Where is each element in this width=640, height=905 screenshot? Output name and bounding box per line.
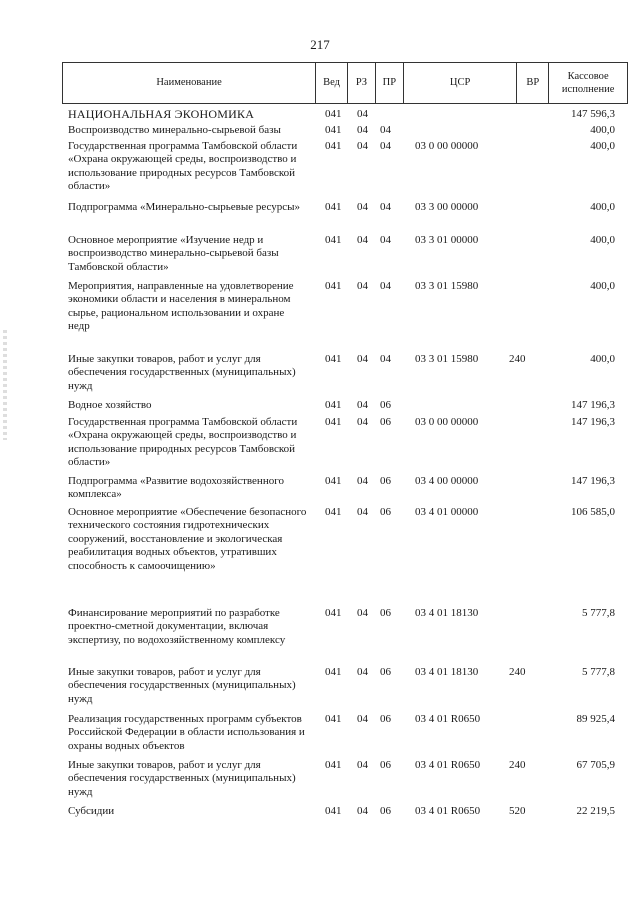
row-name: Водное хозяйство	[68, 399, 152, 411]
header-name: Наименование	[63, 63, 316, 103]
row-rz: 04	[357, 713, 368, 725]
row-pr: 06	[380, 506, 391, 518]
row-rz: 04	[357, 475, 368, 487]
row-vr: 240	[509, 353, 526, 365]
row-rz: 04	[357, 201, 368, 213]
row-ved: 041	[325, 140, 342, 152]
row-csr: 03 3 01 15980	[415, 280, 479, 292]
row-pr: 06	[380, 475, 391, 487]
row-pr: 06	[380, 416, 391, 428]
row-ved: 041	[325, 475, 342, 487]
row-name: Реализация государственных программ субъектов Российской Федерации в области использования и охраны водных объектов	[68, 713, 305, 752]
row-ved: 041	[325, 353, 342, 365]
row-csr: 03 4 00 00000	[415, 475, 479, 487]
row-ved: 041	[325, 666, 342, 678]
row-pr: 06	[380, 805, 391, 817]
header-ved: Вед	[316, 63, 348, 103]
table-row	[68, 399, 628, 416]
row-csr: 03 4 01 R0650	[415, 713, 481, 725]
row-vr: 520	[509, 805, 526, 817]
row-sum: 89 925,4	[576, 713, 615, 725]
row-pr: 06	[380, 607, 391, 619]
row-name: Иные закупки товаров, работ и услуг для обеспечения государственных (муниципальных) нужд	[68, 666, 296, 705]
row-pr: 04	[380, 280, 391, 292]
table-row	[68, 353, 628, 399]
row-sum: 400,0	[590, 124, 615, 136]
row-pr: 04	[380, 201, 391, 213]
row-pr: 06	[380, 666, 391, 678]
row-sum: 400,0	[590, 140, 615, 152]
row-rz: 04	[357, 124, 368, 136]
row-rz: 04	[357, 506, 368, 518]
row-sum: 400,0	[590, 234, 615, 246]
row-rz: 04	[357, 399, 368, 411]
row-rz: 04	[357, 759, 368, 771]
row-pr: 04	[380, 234, 391, 246]
row-ved: 041	[325, 759, 342, 771]
row-rz: 04	[357, 416, 368, 428]
row-pr: 04	[380, 140, 391, 152]
table-row	[68, 124, 628, 140]
row-name: Финансирование мероприятий по разработке проектно-сметной документации, включая экспертизу, по водохозяйственному комплексу	[68, 607, 286, 646]
row-vr: 240	[509, 666, 526, 678]
row-name: Основное мероприятие «Изучение недр и воспроизводство минерально-сырьевой базы Тамбовской области»	[68, 234, 279, 273]
table-row	[68, 140, 628, 201]
row-csr: 03 3 01 15980	[415, 353, 479, 365]
row-ved: 041	[325, 280, 342, 292]
row-csr: 03 3 00 00000	[415, 201, 479, 213]
row-ved: 041	[325, 713, 342, 725]
row-sum: 147 196,3	[571, 475, 615, 487]
row-pr: 06	[380, 713, 391, 725]
row-sum: 400,0	[590, 353, 615, 365]
row-pr: 06	[380, 759, 391, 771]
row-rz: 04	[357, 108, 368, 120]
table-row	[68, 759, 628, 805]
row-sum: 400,0	[590, 280, 615, 292]
row-ved: 041	[325, 607, 342, 619]
row-rz: 04	[357, 234, 368, 246]
row-sum: 5 777,8	[582, 607, 615, 619]
row-sum: 147 196,3	[571, 399, 615, 411]
row-ved: 041	[325, 805, 342, 817]
row-ved: 041	[325, 234, 342, 246]
row-ved: 041	[325, 108, 342, 120]
header-vr: ВР	[517, 63, 549, 103]
table-row	[68, 666, 628, 713]
row-csr: 03 0 00 00000	[415, 140, 479, 152]
table-row	[68, 805, 628, 821]
row-sum: 147 196,3	[571, 416, 615, 428]
row-vr: 240	[509, 759, 526, 771]
table-row	[68, 475, 628, 506]
header-pr: ПР	[376, 63, 404, 103]
table-row	[68, 201, 628, 234]
header-rz: РЗ	[348, 63, 376, 103]
row-name: Подпрограмма «Минерально-сырьевые ресурсы»	[68, 201, 301, 213]
table-row	[68, 607, 628, 666]
row-csr: 03 4 01 18130	[415, 607, 479, 619]
row-pr: 04	[380, 124, 391, 136]
row-name: Подпрограмма «Развитие водохозяйственного комплекса»	[68, 475, 284, 501]
row-pr: 06	[380, 399, 391, 411]
row-sum: 22 219,5	[576, 805, 615, 817]
header-csr: ЦСР	[404, 63, 518, 103]
row-ved: 041	[325, 506, 342, 518]
row-pr: 04	[380, 353, 391, 365]
row-ved: 041	[325, 201, 342, 213]
row-ved: 041	[325, 416, 342, 428]
row-sum: 106 585,0	[571, 506, 615, 518]
row-sum: 400,0	[590, 201, 615, 213]
row-sum: 5 777,8	[582, 666, 615, 678]
table-body	[68, 108, 628, 821]
row-rz: 04	[357, 607, 368, 619]
row-rz: 04	[357, 353, 368, 365]
table-row	[68, 234, 628, 280]
row-name: НАЦИОНАЛЬНАЯ ЭКОНОМИКА	[68, 107, 255, 121]
row-name: Государственная программа Тамбовской области «Охрана окружающей среды, воспроизводство и использование природных ресурсов Тамбовской области»	[68, 140, 298, 193]
table-row	[68, 416, 628, 475]
page-number: 217	[310, 37, 330, 52]
side-stamp-mark	[3, 330, 7, 440]
row-csr: 03 4 01 00000	[415, 506, 479, 518]
row-name: Иные закупки товаров, работ и услуг для обеспечения государственных (муниципальных) нужд	[68, 759, 296, 798]
row-rz: 04	[357, 280, 368, 292]
row-name: Мероприятия, направленные на удовлетворение экономики области и населения в минеральном сырье, рациональном использовании и охране недр	[68, 280, 294, 333]
row-csr: 03 4 01 R0650	[415, 805, 481, 817]
row-name: Иные закупки товаров, работ и услуг для обеспечения государственных (муниципальных) нужд	[68, 353, 296, 392]
row-csr: 03 0 00 00000	[415, 416, 479, 428]
table-header	[62, 62, 628, 104]
row-name: Воспроизводство минерально-сырьевой базы	[68, 124, 281, 136]
row-rz: 04	[357, 140, 368, 152]
row-csr: 03 4 01 R0650	[415, 759, 481, 771]
row-csr: 03 4 01 18130	[415, 666, 479, 678]
table-row	[68, 108, 628, 124]
row-sum: 67 705,9	[576, 759, 615, 771]
row-name: Субсидии	[68, 805, 115, 817]
row-csr: 03 3 01 00000	[415, 234, 479, 246]
row-ved: 041	[325, 399, 342, 411]
table-row	[68, 713, 628, 759]
header-sum: Кассовое исполнение	[561, 70, 615, 95]
row-rz: 04	[357, 805, 368, 817]
table-row	[68, 280, 628, 353]
table-row	[68, 506, 628, 607]
row-sum: 147 596,3	[571, 108, 615, 120]
row-name: Основное мероприятие «Обеспечение безопасного технического состояния гидротехнических сооружений, восстановление и экологическая реабилитация водных объектов, утративших способность к самоочищению»	[68, 506, 307, 572]
row-name: Государственная программа Тамбовской области «Охрана окружающей среды, воспроизводство и использование природных ресурсов Тамбовской области»	[68, 416, 298, 469]
row-ved: 041	[325, 124, 342, 136]
row-rz: 04	[357, 666, 368, 678]
